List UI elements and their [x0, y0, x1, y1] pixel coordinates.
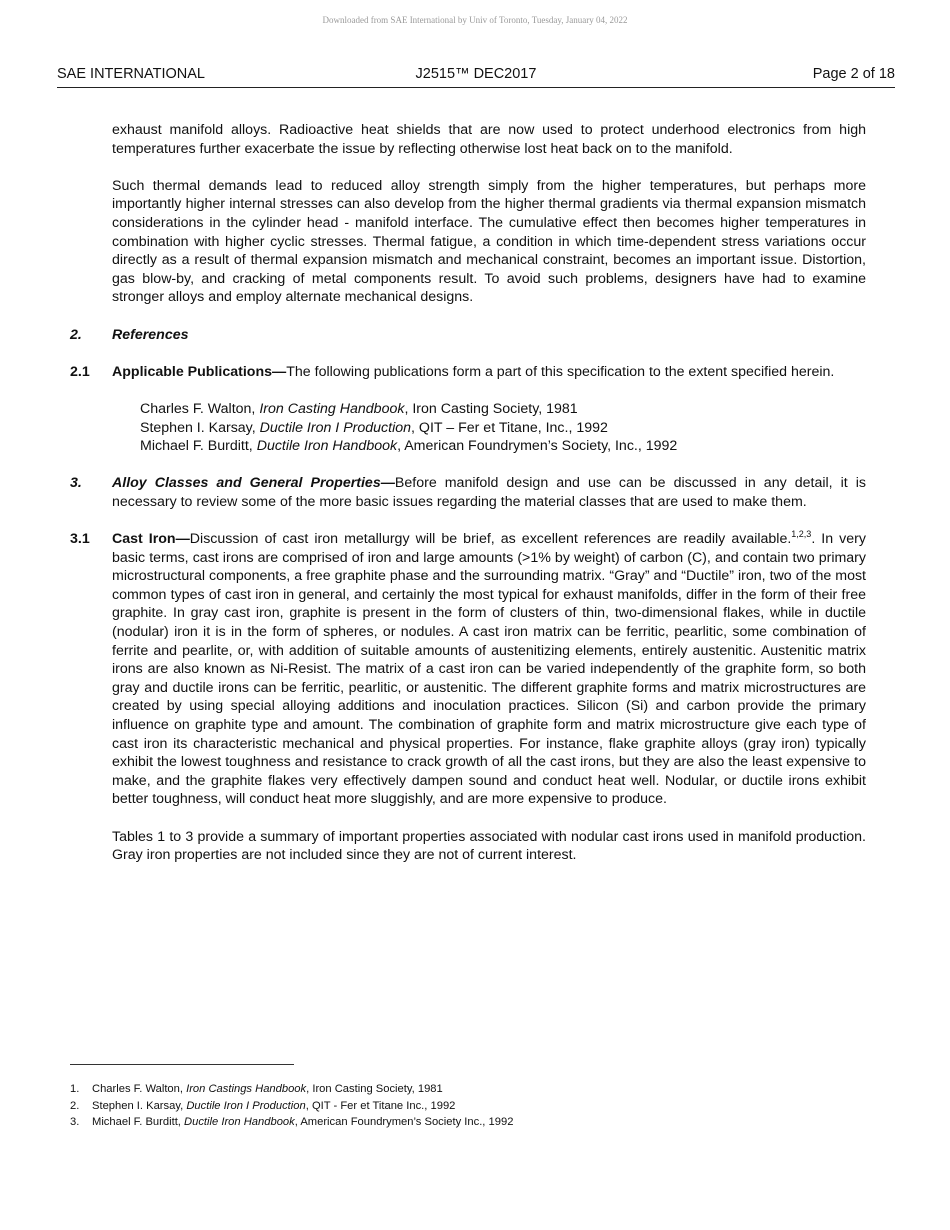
section-number: 2. [70, 326, 82, 343]
reference-title: Ductile Iron I Production [259, 419, 412, 436]
reference-publisher: , American Foundrymen’s Society, Inc., 1992 [397, 438, 678, 455]
footnotes [70, 1081, 513, 1131]
section-text: Discussion of cast iron metallurgy will be brief, as excellent references are readily available. [189, 531, 792, 548]
section-title: References [112, 326, 189, 343]
footnote-title: Iron Castings Handbook [186, 1083, 307, 1095]
download-watermark: Downloaded from SAE International by Univ of Toronto, Tuesday, January 04, 2022 [322, 15, 628, 25]
section-title: Cast Iron— [112, 531, 190, 548]
reference-title: Ductile Iron Handbook [256, 438, 398, 455]
page-header [57, 66, 895, 88]
document-body [70, 121, 866, 883]
section-3 [70, 474, 866, 511]
tables-summary-paragraph: Tables 1 to 3 provide a summary of important properties associated with nodular cast irons used in manifold production. Gray iron properties are not included since they are not of current interest. [112, 828, 866, 864]
reference-publisher: , Iron Casting Society, 1981 [404, 400, 578, 417]
footnote-title: Ductile Iron Handbook [184, 1116, 295, 1128]
footnote-number: 2. [70, 1099, 80, 1112]
footnote-reference[interactable]: 1,2,3 [791, 529, 812, 540]
reference-author: Stephen I. Karsay, [140, 419, 260, 436]
footnote-publisher: , QIT - Fer et Titane Inc., 1992 [305, 1099, 456, 1112]
reference-list [140, 400, 866, 456]
footnote-number: 3. [70, 1116, 80, 1128]
section-number: 2.1 [70, 363, 90, 380]
section-title: Alloy Classes and General Properties— [112, 475, 395, 492]
section-text-continued: . In very basic terms, cast irons are comprised of iron and large amounts (>1% by weight) of carbon (C), and contain two primary microstructural components, a free graphite phase and the surrounding matrix. “Gray” and “Ductile” iron, two of the most common types of cast iron in general, and certainly the most typical for exhaust manifolds, differ in the form of their free graphite. In gray cast iron, graphite is present in the form of clusters of thin, two-dimensional flakes, while in ductile (nodular) iron it is in the form of spheres, or nodules. A cast iron matrix can be ferritic, pearlitic, some combination of ferrite and pearlite, or, with addition of suitable amounts of austenitizing elements, entirely austenitic. Austenitic matrix irons are also known as Ni-Resist. The matrix of a cast iron can be varied independently of the graphite form, so both gray and ductile irons can be ferritic, pearlitic, or austenitic. The different graphite forms and matrix microstructures are created by using special alloying additions and inoculation practices. Silicon (Si) and carbon provide the primary influence on graphite type and amount. The combination of graphite form and matrix microstructure give each type of cast iron its characteristic mechanical and physical properties. For instance, flake graphite alloys (gray iron) typically exhibit the lowest toughness and resistance to crack growth of all the cast irons, but they are also the least expensive to make, and the graphite flakes very effectively dampen sound and conduct heat well. Nodular, or ductile irons exhibit better toughness, will conduct heat more sluggishly, and are more expensive to produce. [112, 531, 866, 808]
footnote-publisher: , American Foundrymen’s Society Inc., 1992 [294, 1116, 514, 1128]
reference-item [140, 400, 866, 419]
reference-item [140, 437, 866, 456]
section-number: 3.1 [70, 531, 90, 548]
footnote-item [70, 1081, 513, 1098]
footnote-item [70, 1114, 513, 1131]
section-title: Applicable Publications— [112, 363, 287, 380]
section-number: 3. [70, 475, 82, 492]
section-2-1 [70, 363, 866, 382]
section-text: Before manifold design and use can be discussed in any detail, it is necessary to review some of the more basic issues regarding the material classes that are used to make them. [112, 475, 866, 510]
reference-title: Iron Casting Handbook [259, 400, 405, 417]
reference-author: Charles F. Walton, [140, 400, 260, 417]
section-text: The following publications form a part of this specification to the extent specified herein. [286, 363, 835, 380]
intro-paragraph-1: exhaust manifold alloys. Radioactive heat shields that are now used to protect underhood electronics from high temperatures further exacerbate the issue by reflecting otherwise lost heat back on to the manifold. [112, 122, 866, 157]
footnote-item [70, 1098, 513, 1115]
section-2-heading [70, 326, 866, 345]
reference-item [140, 419, 866, 438]
header-organization: SAE INTERNATIONAL [57, 66, 205, 82]
footnote-title: Ductile Iron I Production [186, 1099, 306, 1112]
footnote-number: 1. [70, 1083, 80, 1095]
section-3-1 [70, 530, 866, 809]
footnote-author: Charles F. Walton, [92, 1083, 187, 1095]
footnote-publisher: , Iron Casting Society, 1981 [306, 1083, 443, 1095]
footnote-author: Michael F. Burditt, [92, 1116, 185, 1128]
header-document-id: J2515™ DEC2017 [415, 66, 537, 82]
reference-author: Michael F. Burditt, [140, 438, 257, 455]
header-page-number: Page 2 of 18 [812, 66, 895, 82]
footnote-author: Stephen I. Karsay, [92, 1099, 187, 1112]
reference-publisher: , QIT – Fer et Titane, Inc., 1992 [411, 419, 608, 436]
intro-paragraph-2: Such thermal demands lead to reduced alloy strength simply from the higher temperatures, but perhaps more importantly higher internal stresses can also develop from the higher thermal gradients via thermal expansion mismatch considerations in the cylinder head - manifold interface. The cumulative effect then becomes higher temperatures in combination with higher cyclic stresses. Thermal fatigue, a condition in which time-dependent stress variations occur directly as a result of thermal expansion mismatch and mechanical constraint, becomes an important issue. Distortion, gas blow-by, and cracking of metal components result. To avoid such problems, designers have had to examine stronger alloys and employ alternate mechanical designs. [112, 177, 866, 306]
footnote-divider [70, 1064, 294, 1065]
